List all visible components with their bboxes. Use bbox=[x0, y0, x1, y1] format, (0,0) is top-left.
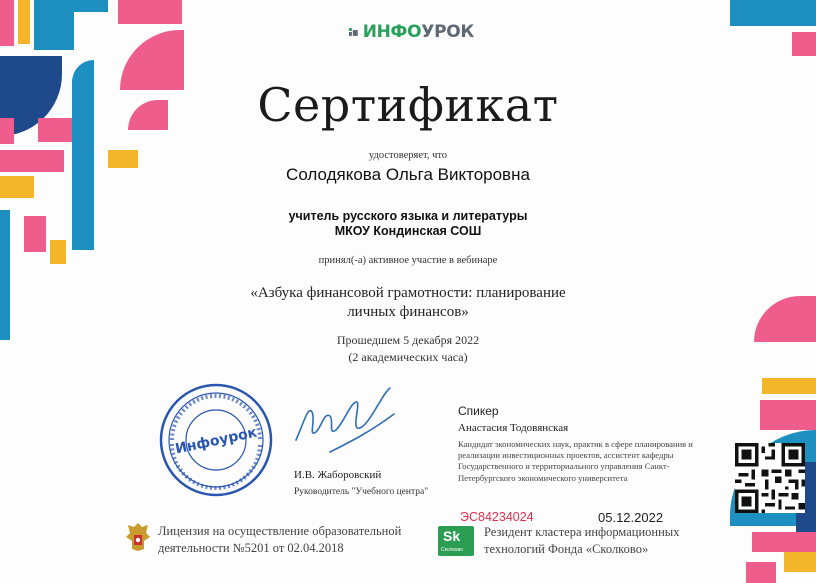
position-line-2: МКОУ Кондинская СОШ bbox=[334, 224, 482, 238]
participation-text: принял(-а) активное участие в вебинаре bbox=[318, 255, 498, 266]
certifies-label: удостоверяет, что bbox=[368, 150, 448, 161]
qr-code[interactable] bbox=[735, 443, 805, 513]
event-title-line-1: «Азбука финансовой грамотности: планирование bbox=[250, 285, 566, 301]
director-name: И.В. Жаборовский bbox=[294, 469, 382, 481]
event-title-line-2: личных финансов» bbox=[347, 304, 469, 320]
logo-text: ИНФОУРОК bbox=[362, 22, 474, 42]
speaker-heading: Спикер bbox=[458, 404, 499, 418]
license-line-2: деятельности №5201 от 02.04.2018 bbox=[158, 541, 344, 555]
recipient-name: Солодякова Ольга Викторовна bbox=[286, 165, 530, 184]
skolkovo-badge-text: Sk bbox=[443, 528, 461, 544]
certificate-title: Сертификат bbox=[257, 78, 559, 132]
license-info bbox=[158, 523, 401, 557]
skolkovo-resident-info bbox=[484, 524, 679, 558]
resident-line-2: технологий Фонда «Сколково» bbox=[484, 542, 649, 556]
speaker-description: Кандидат экономических наук, практик в сфере планирования и реализации инвестиционных проектов, ассистент кафедры Государственного и территориального управления Санкт-Петербургского экономического университета bbox=[458, 439, 693, 483]
state-emblem-icon bbox=[124, 521, 152, 553]
director-signature bbox=[290, 382, 400, 462]
resident-line-1: Резидент кластера информационных bbox=[484, 525, 680, 539]
stamp-center-text: Инфоурок bbox=[173, 424, 259, 458]
event-date: Прошедшем 5 декабря 2022 bbox=[336, 333, 480, 347]
event-hours: (2 академических часа) bbox=[348, 350, 468, 364]
issue-date: 05.12.2022 bbox=[598, 510, 664, 525]
infourok-logo bbox=[348, 20, 474, 44]
certificate-number: ЭС84234024 bbox=[460, 510, 534, 524]
skolkovo-badge-caption: Сколково bbox=[441, 547, 463, 553]
director-role: Руководитель "Учебного центра" bbox=[294, 487, 429, 497]
company-stamp bbox=[158, 382, 274, 498]
license-line-1: Лицензия на осуществление образовательной bbox=[158, 524, 402, 538]
logo-mark-icon bbox=[348, 21, 359, 43]
position-line-1: учитель русского языка и литературы bbox=[288, 209, 528, 223]
speaker-name: Анастасия Тодовянская bbox=[458, 422, 569, 434]
skolkovo-badge bbox=[438, 526, 474, 556]
